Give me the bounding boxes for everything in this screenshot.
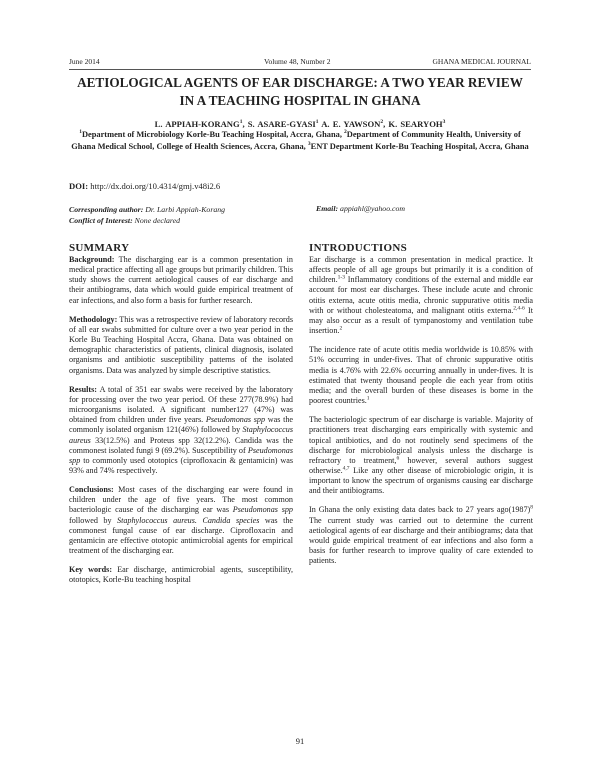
corresponding-info: Corresponding author: Dr. Larbi Appiah-Korang Conflict of Interest: None declared: [69, 205, 226, 225]
author-3: A. E. YAWSON: [321, 119, 381, 129]
author-list: L. APPIAH-KORANG$^1$, S. ASARE-GYASI$^1$ A. E. YAWSON$^2$, K. SEARYOH$^3$: [154, 119, 446, 129]
paper-title: AETIOLOGICAL AGENTS OF EAR DISCHARGE: A TWO YEAR REVIEW IN A TEACHING HOSPITAL IN GHANA: [77, 75, 523, 108]
running-header: [69, 57, 531, 70]
corresponding-author: Dr. Larbi Appiah-Korang: [145, 205, 226, 214]
doi-link[interactable]: http://dx.doi.org/10.4314/gmj.v48i2.6: [90, 181, 221, 191]
introduction-column: [309, 242, 533, 566]
keywords-paragraph: Key words: Ear discharge, antimicrobial agents, susceptibility, ototopics, Korle-Bu teaching hospital: [69, 565, 293, 585]
summary-heading: SUMMARY: [69, 242, 130, 254]
affiliations: $^1$Department of Microbiology Korle-Bu Teaching Hospital, Accra, Ghana, $^2$Department of Community Health, University of Ghana Medical School, College of Health Sciences, Accra, Ghana, $^3$ENT Department Korle-Bu Teaching Hospital, Accra, Ghana: [71, 129, 529, 151]
email-line: Email: appiahl@yahoo.com: [316, 204, 406, 213]
author-1: L. APPIAH-KORANG: [154, 119, 240, 129]
results-paragraph: Results: A total of 351 ear swabs were received by the laboratory for processing over the two year period. Of these 277(78.9%) had microorganisms isolated. A significant number127 (47%) was obtained from children under five years. Pseudomonas spp was the commonly isolated organism 121(46%) followed by Staphylococcus aureus 33(12.5%) and Proteus spp 32(12.2%). Candida was the commonest isolated fungi 9 (69.2%). Susceptibility of Pseudomonas spp to commonly used ototopics (ciprofloxacin & gentamicin) was 93% and 74% respectively.: [69, 384, 293, 475]
conclusions-paragraph: Conclusions: Most cases of the discharging ear were found in children under the age of five years. The most common bacteriologic cause of the discharging ear was Pseudomonas spp followed by Staphylococcus aureus. Candida species was the commonest fungal cause of ear discharge. Ciprofloxacin and gentamicin are effective ototopic antimicrobial agents for empirical treatment of the discharging ear.: [69, 485, 293, 556]
header-date: June 2014: [69, 57, 100, 66]
introduction-heading: INTRODUCTIONS: [309, 242, 408, 254]
background-paragraph: Background: The discharging ear is a common presentation in medical practice affecting all age groups but primarily children. This study shows the current aetiological causes of ear discharge and their antibiograms, data which would guide empirical treatment of ear infections, and also form a basis for further research.: [69, 255, 293, 305]
intro-paragraph-4: In Ghana the only existing data dates back to 27 years $ago(1987)^8$ The current study was carried out to determine the current aetiological agents of ear discharge and their antibiograms; data that would guide empirical treatment of ear infections and also form a basis for further research to improve quality of care extended to patients.: [309, 504, 533, 566]
conflict-of-interest: None declared: [134, 216, 181, 225]
author-4: K. SEARYOH: [388, 119, 443, 129]
email-address[interactable]: appiahl@yahoo.com: [340, 204, 406, 213]
header-journal: GHANA MEDICAL JOURNAL: [432, 57, 531, 66]
page-number: 91: [295, 736, 305, 746]
header-volume: Volume 48, Number 2: [264, 57, 331, 66]
doi-line: DOI: http://dx.doi.org/10.4314/gmj.v48i2.6: [69, 181, 221, 191]
intro-paragraph-3: The bacteriologic spectrum of ear discharge is variable. Majority of practitioners treat discharging ears empirically with systemic and topical antibiotics, and do not routinely send specimens of the discharge for microbiological analysis unless the discharge is refractory to treatment,$^6$ however, several authors suggest otherwise.$^{4,7}$ Like any other disease of microbiologic origin, it is important to know the spectrum of organisms causing ear discharge and their antibiograms.: [309, 415, 533, 496]
summary-column: [69, 242, 293, 586]
intro-paragraph-2: The incidence rate of acute otitis media worldwide is 10.85% with 51% occurring in under-fives. That of chronic suppurative otitis media is 4.76% with 22.6% occurring annually in under-fives. It is estimated that twenty thousand people die each year from otitis media; and the overall burden of these diseases is borne in the poorest countries.$^1$: [309, 345, 533, 406]
intro-paragraph-1: Ear discharge is a common presentation in medical practice. It affects people of all age groups but primarily it is a condition of children.$^{1-3}$ Inflammatory conditions of the external and middle ear account for most ear discharges. These include acute and chronic otitis externa, acute otitis media, chronic suppurative otitis media with or without cholesteatoma, and malignant otitis externa.$^{2,4-6}$ It may also occur as a result of tympanostomy and ventilation tube insertion.$^2$: [309, 255, 533, 336]
author-2: S. ASARE-GYASI: [247, 119, 316, 129]
methodology-paragraph: Methodology: This was a retrospective review of laboratory records of all ear swabs submitted for culture over a two year period in the Korle Bu Teaching Hospital Accra, Ghana. Data was obtained on demographic characteristics of patients, clinical diagnosis, isolated organisms and antibiotic susceptibility patterns of the isolated organisms. Data was analyzed by simple descriptive statistics.: [69, 314, 293, 375]
